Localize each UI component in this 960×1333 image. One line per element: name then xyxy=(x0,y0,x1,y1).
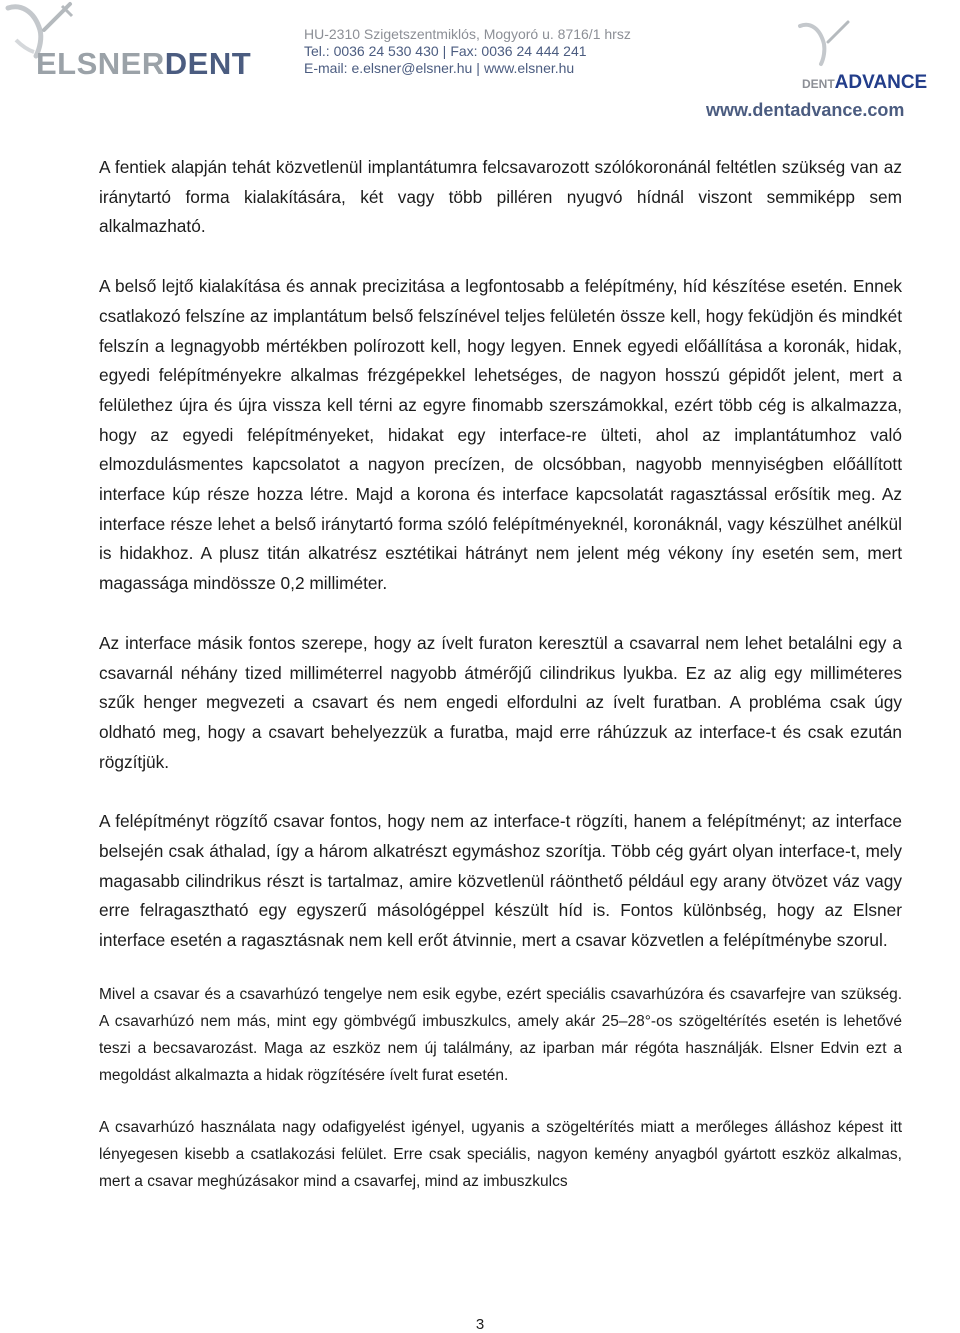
elsnerdent-wordmark: ELSNERDENT xyxy=(36,46,252,81)
page-number: 3 xyxy=(475,1316,485,1333)
dentadvance-wordmark: DENTADVANCE xyxy=(802,72,928,93)
phone-fax-line xyxy=(304,43,684,60)
website-link[interactable]: www.elsner.hu xyxy=(483,60,575,76)
email-link[interactable]: E-mail: e.elsner@elsner.hu xyxy=(304,60,473,76)
letterhead xyxy=(0,0,960,130)
paragraph: A felépítményt rögzítő csavar fontos, hogy nem az interface-t rögzíti, hanem a felépítményt; az interface belsején csak áthalad, így a három alkatrészt egymáshoz szorítja. Több cég gyárt olyan interface-t, mely magasabb cilindrikus részt is tartalmaz, amire közvetlenül ráönthető például egy arany ötvözet váz vagy erre felragasztható egy egyszerű másológéppel készült híd is. Fontos különbség, hogy az Elsner interface esetén a ragasztásnak nem kell erőt átvinnie, mert a csavar közvetlen a felépítménybe szorul. xyxy=(99,811,902,951)
paragraph: Mivel a csavar és a csavarhúzó tengelye nem esik egybe, ezért speciális csavarhúzóra és csavarfejre van szükség. A csavarhúzó nem más, mint egy gömbvégű imbuszkulcs, amely akár 25–28°-os szögeltérítés esetén is lehetővé teszi a becsavarozást. Maga az eszköz nem új találmány, az iparban már régóta használják. Elsner Edvin ezt a megoldást alkalmazta a hidak rögzítésére ívelt furat esetén. xyxy=(99,985,902,1084)
document-body xyxy=(99,153,902,1195)
tooth-implant-logo-icon xyxy=(794,18,854,68)
phone-number: Tel.: 0036 24 530 430 xyxy=(304,43,439,59)
paragraph: A belső lejtő kialakítása és annak precizitása a legfontosabb a felépítmény, híd készítése esetén. Ennek csatlakozó felszíne az implantátum belső felszínével teljes felületén össze kell, hogy feküdjön és mindkét felszín a legnagyobb mértékben polírozott kell, hogy legyen. Ennek egyedi előállítása a koronák, hidak, egyedi felépítményekre alkalmas frézgépekkel lehetséges, de nagyon hosszú gépidőt jelent, mert a felülethez újra és újra vissza kell térni az egyre finomabb szerszámokkal, ezért több cég is alkalmazza, hogy az egyedi felépítményeket, hidakat egy interface-re ülteti, ahol az implantátumhoz való elmozdulásmentes kapcsolatot a nagyon precízen, de olcsóbban, nagyobb mennyiségben előállított interface kúp része hozza létre. Majd a korona és interface kapcsolatát ragasztással erősítik meg. Az interface része lehet a belső iránytartó forma szóló felépítményeknél, koronáknál, vagy készülhet anélkül is hidakhoz. A plusz titán alkatrész esztétikai hátrányt nem jelent még vékony íny esetén sem, mert magassága mindössze 0,2 milliméter. xyxy=(99,276,902,594)
paragraph: A fentiek alapján tehát közvetlenül implantátumra felcsavarozott szólókoronánál feltétlen szükség van az iránytartó forma kialakítására, két vagy több pilléren nyugvó hídnál viszont semmiképp sem alkalmazható. xyxy=(99,157,902,237)
dentadvance-logo xyxy=(790,18,960,98)
separator: | xyxy=(476,60,480,76)
separator: | xyxy=(442,43,447,59)
elsnerdent-logo xyxy=(0,0,260,95)
paragraph: A csavarhúzó használata nagy odafigyelést igényel, ugyanis a szögeltérítés miatt a merőleges álláshoz képest itt lényegesen kisebb a csatlakozási felület. Erre csak speciális, nagyon kemény anyagból gyártott eszköz alkalmas, mert a csavar meghúzásakor mind a csavarfej, mind az imbuszkulcs xyxy=(99,1118,902,1190)
dentadvance-website[interactable]: www.dentadvance.com xyxy=(706,100,905,120)
paragraph: Az interface másik fontos szerepe, hogy az ívelt furaton keresztül a csavarral nem lehet betalálni egy a csavarnál néhány tized milliméterrel nagyobb átmérőjű cilindrikus lyukba. Ez az alig egy milliméteres szűk henger megvezeti a csavart és nem engedi elfordulni az ívelt furatban. A probléma csak úgy oldható meg, hogy a csavart behelyezzük a furatba, majd erre ráhúzzuk az interface-t és csak ezután rögzítjük. xyxy=(99,632,902,772)
company-address: HU-2310 Szigetszentmiklós, Mogyoró u. 8716/1 hrsz xyxy=(304,26,631,42)
fax-number: Fax: 0036 24 444 241 xyxy=(450,43,587,59)
contact-block xyxy=(304,26,684,77)
email-web-line xyxy=(304,60,684,77)
